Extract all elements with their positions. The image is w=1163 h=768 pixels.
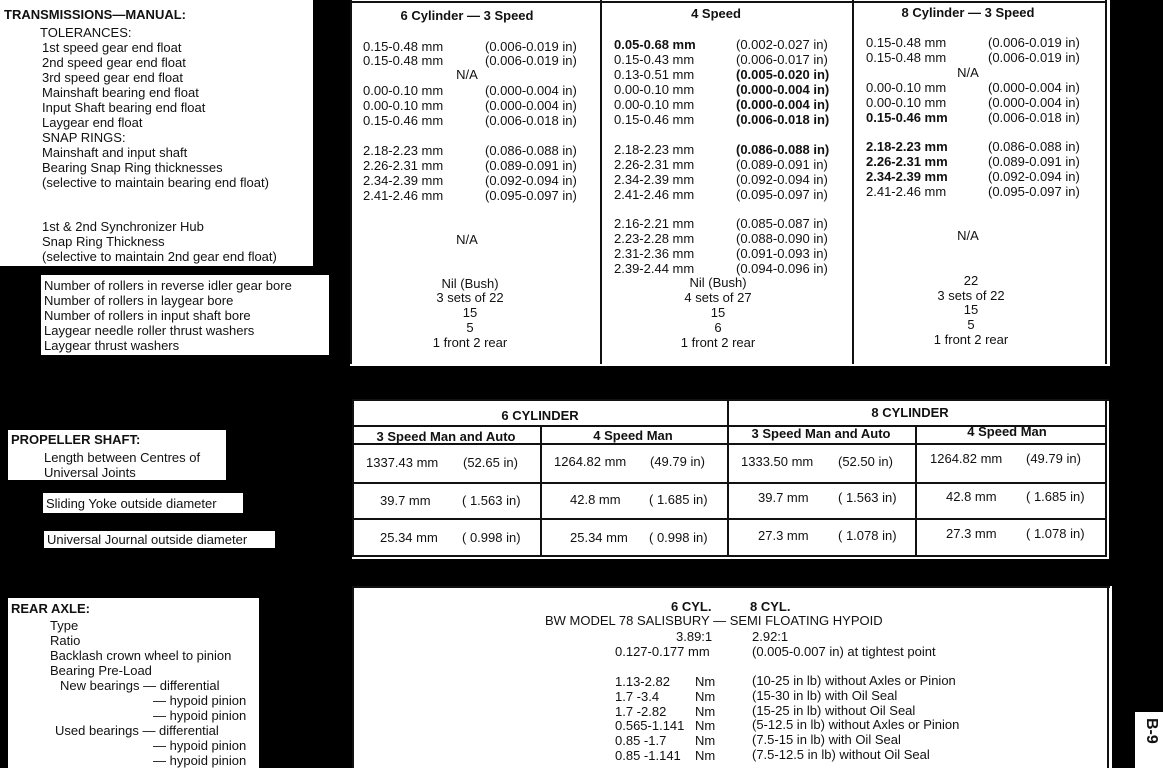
tolerance-label: Mainshaft bearing end float xyxy=(42,85,199,100)
hypoid-label: — hypoid pinion xyxy=(153,753,247,768)
column-header: 6 Cylinder — 3 Speed xyxy=(400,8,534,23)
prop-mm: 1264.82 mm xyxy=(554,454,627,469)
preload-in: (10-25 in lb) without Axles or Pinion xyxy=(752,673,956,688)
tolerance-label: 3rd speed gear end float xyxy=(42,70,183,85)
tolerance-in: (0.006-0.019 in) xyxy=(485,39,577,54)
snap-mm: 2.34-2.39 mm xyxy=(866,169,948,184)
tolerance-in: (0.002-0.027 in) xyxy=(736,37,828,52)
snap-in: (0.089-0.091 in) xyxy=(736,157,828,172)
col-header: 4 Speed Man xyxy=(593,428,673,443)
tolerance-in: (0.000-0.004 in) xyxy=(485,83,577,98)
tolerance-mm: 0.15-0.48 mm xyxy=(363,53,444,68)
tolerance-mm: 0.13-0.51 mm xyxy=(614,67,695,82)
page-number-tab xyxy=(1135,712,1163,768)
tolerance-in: (0.006-0.019 in) xyxy=(988,50,1080,65)
roller-label: Laygear thrust washers xyxy=(44,338,180,353)
backlash-in: (0.005-0.007 in) at tightest point xyxy=(752,644,936,659)
sync-mm: 2.39-2.44 mm xyxy=(614,261,695,276)
used-bearings-label: Used bearings — differential xyxy=(55,723,219,738)
roller-value: 15 xyxy=(462,305,478,320)
tolerance-in: (0.000-0.004 in) xyxy=(485,98,577,113)
prop-in: (49.79 in) xyxy=(1026,451,1081,466)
tolerance-mm: 0.00-0.10 mm xyxy=(866,80,947,95)
na-value: N/A xyxy=(957,228,979,243)
hypoid-label: — hypoid pinion xyxy=(153,693,247,708)
roller-value: 6 xyxy=(714,320,722,335)
ratio-6: 3.89:1 xyxy=(676,629,713,644)
tolerance-label: 1st speed gear end float xyxy=(42,40,182,55)
preload-unit: Nm xyxy=(695,674,716,689)
snap-in: (0.092-0.094 in) xyxy=(988,169,1080,184)
col-header: 3 Speed Man and Auto xyxy=(751,426,891,441)
prop-mm: 42.8 mm xyxy=(946,489,997,504)
tolerance-mm: 0.05-0.68 mm xyxy=(614,37,696,52)
prop-in: ( 1.078 in) xyxy=(838,528,897,543)
sync-mm: 2.23-2.28 mm xyxy=(614,231,695,246)
snap-mm: 2.26-2.31 mm xyxy=(614,157,695,172)
tolerance-label: Laygear end float xyxy=(42,115,143,130)
sync-mm: 2.16-2.21 mm xyxy=(614,216,695,231)
tolerance-mm: 0.15-0.46 mm xyxy=(866,110,948,125)
prop-in: ( 1.685 in) xyxy=(649,492,708,507)
propeller-heading: PROPELLER SHAFT: xyxy=(11,432,141,447)
sync-mm: 2.31-2.36 mm xyxy=(614,246,695,261)
roller-value: 1 front 2 rear xyxy=(432,335,508,350)
snap-mm: 2.18-2.23 mm xyxy=(866,139,948,154)
na-value: N/A xyxy=(957,65,979,80)
snap-in: (0.095-0.097 in) xyxy=(988,184,1080,199)
prop-mm: 42.8 mm xyxy=(570,492,621,507)
snap-mm: 2.18-2.23 mm xyxy=(363,143,444,158)
length-label: Length between Centres of xyxy=(44,450,201,465)
tolerance-mm: 0.15-0.46 mm xyxy=(363,113,444,128)
tolerance-mm: 0.15-0.48 mm xyxy=(363,39,444,54)
sync-label: Snap Ring Thickness xyxy=(42,234,165,249)
snap-mm: 2.26-2.31 mm xyxy=(363,158,444,173)
snap-in: (0.089-0.091 in) xyxy=(485,158,577,173)
snap-mm: 2.41-2.46 mm xyxy=(614,187,695,202)
preload-in: (7.5-12.5 in lb) without Oil Seal xyxy=(752,747,930,762)
snap-mm: 2.41-2.46 mm xyxy=(363,188,444,203)
sync-in: (0.091-0.093 in) xyxy=(736,246,828,261)
preload-in: (15-25 in lb) without Oil Seal xyxy=(752,703,916,718)
tolerance-in: (0.006-0.018 in) xyxy=(485,113,577,128)
prop-mm: 39.7 mm xyxy=(758,490,809,505)
snap-in: (0.089-0.091 in) xyxy=(988,154,1080,169)
prop-mm: 25.34 mm xyxy=(380,530,438,545)
tolerance-label: Input Shaft bearing end float xyxy=(42,100,206,115)
backlash-mm: 0.127-0.177 mm xyxy=(615,644,710,659)
col-8cyl: 8 CYL. xyxy=(750,599,791,614)
na-value: N/A xyxy=(456,67,478,82)
snap-mm: 2.34-2.39 mm xyxy=(363,173,444,188)
tolerance-in: (0.000-0.004 in) xyxy=(988,80,1080,95)
tolerance-label: 2nd speed gear end float xyxy=(42,55,186,70)
roller-value: 5 xyxy=(466,320,474,335)
roller-value: 3 sets of 22 xyxy=(937,288,1005,303)
axle-label: Ratio xyxy=(50,633,81,648)
snap-in: (0.092-0.094 in) xyxy=(485,173,577,188)
sync-label: (selective to maintain 2nd gear end float) xyxy=(42,249,277,264)
axle-type: BW MODEL 78 SALISBURY — SEMI FLOATING HYPOID xyxy=(545,613,883,628)
length-label: Universal Joints xyxy=(44,465,136,480)
snap-in: (0.095-0.097 in) xyxy=(736,187,828,202)
snap-label: Mainshaft and input shaft xyxy=(42,145,188,160)
preload-value: 0.85 -1.7 xyxy=(615,733,667,748)
preload-in: (5-12.5 in lb) without Axles or Pinion xyxy=(752,717,960,732)
snap-mm: 2.18-2.23 mm xyxy=(614,142,695,157)
tolerance-in: (0.006-0.018 in) xyxy=(988,110,1080,125)
snap-label: (selective to maintain bearing end float) xyxy=(42,175,269,190)
roller-value: 15 xyxy=(963,302,979,317)
tolerance-mm: 0.15-0.46 mm xyxy=(614,112,695,127)
snap-label: Bearing Snap Ring thicknesses xyxy=(42,160,223,175)
roller-label: Laygear needle roller thrust washers xyxy=(44,323,255,338)
axle-label: Type xyxy=(50,618,79,633)
prop-mm: 1264.82 mm xyxy=(930,451,1003,466)
preload-value: 0.565-1.141 xyxy=(615,718,685,733)
snap-in: (0.092-0.094 in) xyxy=(736,172,828,187)
col-header: 4 Speed Man xyxy=(967,424,1047,439)
snap-mm: 2.26-2.31 mm xyxy=(866,154,948,169)
axle-label: Bearing Pre-Load xyxy=(50,663,152,678)
tolerance-mm: 0.15-0.48 mm xyxy=(866,35,947,50)
yoke-label: Sliding Yoke outside diameter xyxy=(46,496,217,511)
journal-label: Universal Journal outside diameter xyxy=(47,532,248,547)
tolerance-in: (0.006-0.019 in) xyxy=(988,35,1080,50)
roller-value: 1 front 2 rear xyxy=(933,332,1009,347)
prop-in: ( 0.998 in) xyxy=(462,530,521,545)
tolerance-in: (0.006-0.017 in) xyxy=(736,52,828,67)
tolerance-in: (0.000-0.004 in) xyxy=(988,95,1080,110)
column-header: 8 Cylinder — 3 Speed xyxy=(901,5,1035,20)
prop-in: (52.50 in) xyxy=(838,454,893,469)
snap-mm: 2.41-2.46 mm xyxy=(866,184,947,199)
tolerance-mm: 0.15-0.43 mm xyxy=(614,52,695,67)
sync-label: 1st & 2nd Synchronizer Hub xyxy=(42,219,204,234)
roller-value: 1 front 2 rear xyxy=(680,335,756,350)
tolerance-mm: 0.15-0.48 mm xyxy=(866,50,947,65)
roller-value: 15 xyxy=(710,305,726,320)
tolerances-heading: TOLERANCES: xyxy=(40,25,132,40)
tolerance-in: (0.005-0.020 in) xyxy=(736,67,830,82)
prop-in: ( 0.998 in) xyxy=(649,530,708,545)
sync-in: (0.088-0.090 in) xyxy=(736,231,828,246)
preload-unit: Nm xyxy=(695,689,716,704)
preload-unit: Nm xyxy=(695,733,716,748)
roller-value: 3 sets of 22 xyxy=(436,290,504,305)
tolerance-in: (0.006-0.019 in) xyxy=(485,53,577,68)
preload-value: 0.85 -1.141 xyxy=(615,748,681,763)
group-header: 8 CYLINDER xyxy=(871,405,949,420)
preload-value: 1.7 -2.82 xyxy=(615,704,667,719)
tolerance-mm: 0.00-0.10 mm xyxy=(614,82,695,97)
prop-mm: 27.3 mm xyxy=(946,526,997,541)
col-header: 3 Speed Man and Auto xyxy=(376,429,516,444)
prop-in: (52.65 in) xyxy=(463,455,518,470)
prop-mm: 27.3 mm xyxy=(758,528,809,543)
roller-label: Number of rollers in laygear bore xyxy=(44,293,234,308)
roller-label: Number of rollers in reverse idler gear bore xyxy=(44,278,292,293)
tolerance-in: (0.000-0.004 in) xyxy=(736,82,830,97)
snap-in: (0.086-0.088 in) xyxy=(485,143,577,158)
preload-in: (7.5-15 in lb) with Oil Seal xyxy=(752,732,901,747)
prop-in: ( 1.078 in) xyxy=(1026,526,1085,541)
prop-mm: 1333.50 mm xyxy=(741,454,814,469)
col-6cyl: 6 CYL. xyxy=(671,599,712,614)
snap-in: (0.086-0.088 in) xyxy=(736,142,830,157)
snap-in: (0.086-0.088 in) xyxy=(988,139,1080,154)
prop-in: ( 1.563 in) xyxy=(838,490,897,505)
preload-unit: Nm xyxy=(695,704,716,719)
na-value: N/A xyxy=(456,232,478,247)
new-bearings-label: New bearings — differential xyxy=(60,678,220,693)
preload-value: 1.7 -3.4 xyxy=(615,689,660,704)
prop-mm: 1337.43 mm xyxy=(366,455,439,470)
sync-in: (0.094-0.096 in) xyxy=(736,261,828,276)
roller-label: Number of rollers in input shaft bore xyxy=(44,308,251,323)
preload-unit: Nm xyxy=(695,748,716,763)
snap-rings-heading: SNAP RINGS: xyxy=(42,130,126,145)
preload-unit: Nm xyxy=(695,718,716,733)
roller-value: Nil (Bush) xyxy=(441,276,499,291)
column-header: 4 Speed xyxy=(691,6,741,21)
tolerance-mm: 0.00-0.10 mm xyxy=(363,83,444,98)
snap-in: (0.095-0.097 in) xyxy=(485,188,577,203)
tolerance-in: (0.000-0.004 in) xyxy=(736,97,830,112)
snap-mm: 2.34-2.39 mm xyxy=(614,172,695,187)
roller-value: Nil (Bush) xyxy=(689,275,747,290)
prop-mm: 25.34 mm xyxy=(570,530,628,545)
hypoid-label: — hypoid pinion xyxy=(153,708,247,723)
preload-value: 1.13-2.82 xyxy=(615,674,670,689)
group-header: 6 CYLINDER xyxy=(501,408,579,423)
prop-in: ( 1.685 in) xyxy=(1026,489,1085,504)
prop-mm: 39.7 mm xyxy=(380,493,431,508)
ratio-8: 2.92:1 xyxy=(752,629,789,644)
roller-value: 22 xyxy=(963,273,979,288)
tolerance-mm: 0.00-0.10 mm xyxy=(363,98,444,113)
rear-axle-heading: REAR AXLE: xyxy=(11,601,90,616)
tolerance-mm: 0.00-0.10 mm xyxy=(866,95,947,110)
tolerance-in: (0.006-0.018 in) xyxy=(736,112,830,127)
axle-label: Backlash crown wheel to pinion xyxy=(50,648,232,663)
roller-value: 4 sets of 27 xyxy=(684,290,752,305)
hypoid-label: — hypoid pinion xyxy=(153,738,247,753)
roller-value: 5 xyxy=(967,317,975,332)
transmissions-heading: TRANSMISSIONS—MANUAL: xyxy=(4,7,186,22)
prop-in: ( 1.563 in) xyxy=(462,493,521,508)
prop-in: (49.79 in) xyxy=(650,454,705,469)
page-number: B-9 xyxy=(1143,718,1160,744)
tolerance-mm: 0.00-0.10 mm xyxy=(614,97,695,112)
sync-in: (0.085-0.087 in) xyxy=(736,216,828,231)
preload-in: (15-30 in lb) with Oil Seal xyxy=(752,688,898,703)
